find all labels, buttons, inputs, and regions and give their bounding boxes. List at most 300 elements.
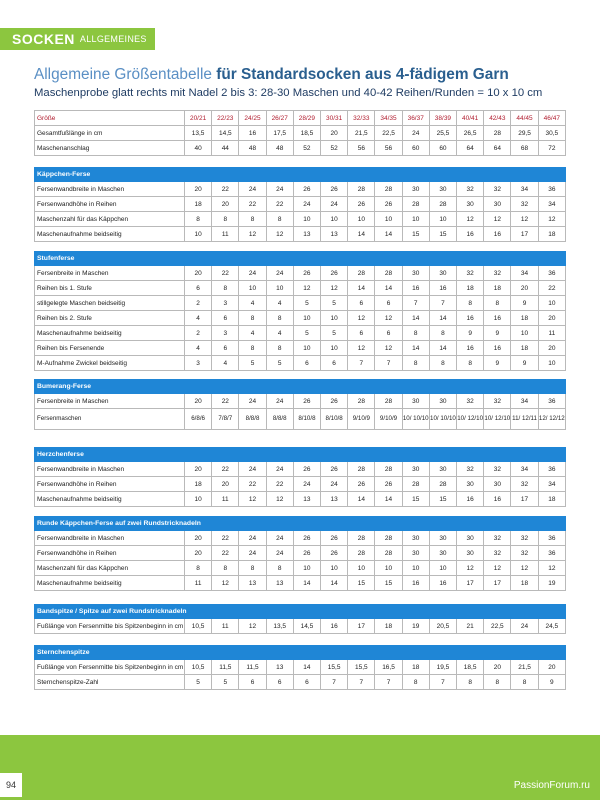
cell-value: 8 [239,341,266,356]
cell-value: 44/45 [511,111,538,126]
cell-value: 10 [375,561,402,576]
cell-value: 26 [293,266,320,281]
cell-value: 10 [266,281,293,296]
table-row [35,326,566,341]
section-header [35,448,566,462]
cell-value: 36 [538,531,565,546]
table-row [35,394,566,409]
cell-value: 8 [484,675,511,690]
cell-value: 30 [484,477,511,492]
cell-value: 12 [239,227,266,242]
cell-value: 28 [375,546,402,561]
cell-value: 20 [185,266,212,281]
cell-value: 7 [375,675,402,690]
cell-value: 60 [429,141,456,156]
cell-value: 24 [402,126,429,141]
cell-value: 32 [484,531,511,546]
cell-value: 28 [348,182,375,197]
cell-value: 6 [348,296,375,311]
cell-value: 48 [239,141,266,156]
cell-value: 32 [457,394,484,409]
cell-value: 11 [185,576,212,591]
cell-value: 52 [293,141,320,156]
table-row [35,266,566,281]
cell-value: 64 [484,141,511,156]
cell-value: 12 [457,212,484,227]
cell-value: 8 [185,561,212,576]
cell-value: 12 [375,341,402,356]
row-label: Fersenwandhöhe in Reihen [35,477,185,492]
cell-value: 10 [185,227,212,242]
cell-value: 10 [348,561,375,576]
cell-value: 11 [212,492,239,507]
cell-value: 16 [457,492,484,507]
cell-value: 18 [185,197,212,212]
cell-value: 16 [402,576,429,591]
cell-value: 6 [266,675,293,690]
cell-value: 2 [185,296,212,311]
cell-value: 8/8/8 [239,409,266,430]
cell-value: 18 [538,227,565,242]
cell-value: 30 [457,477,484,492]
cell-value: 14,5 [293,619,320,634]
cell-value: 60 [402,141,429,156]
cell-value: 14 [348,227,375,242]
cell-value: 16 [484,227,511,242]
cell-value: 3 [212,296,239,311]
cell-value: 10 [402,561,429,576]
cell-value: 10 [321,341,348,356]
cell-value: 30 [484,197,511,212]
cell-value: 36 [538,182,565,197]
cell-value: 9 [457,326,484,341]
cell-value: 10 [429,212,456,227]
cell-value: 10 [511,326,538,341]
cell-value: 24 [239,546,266,561]
cell-value: 26 [321,394,348,409]
cell-value: 12 [239,619,266,634]
cell-value: 13 [321,492,348,507]
cell-value: 24 [266,546,293,561]
cell-value: 28 [348,266,375,281]
table-section [34,167,566,242]
cell-value: 22 [212,462,239,477]
cell-value: 6 [185,281,212,296]
cell-value: 30 [457,197,484,212]
cell-value: 8 [239,212,266,227]
cell-value: 34 [538,477,565,492]
cell-value: 30 [402,266,429,281]
cell-value: 22 [212,546,239,561]
section-title: Bandspitze / Spitze auf zwei Rundstricknadeln [35,605,566,619]
cell-value: 22 [212,266,239,281]
cell-value: 24,5 [538,619,565,634]
row-label: Größe [35,111,185,126]
cell-value: 3 [185,356,212,371]
cell-value: 6 [321,356,348,371]
cell-value: 14 [375,492,402,507]
cell-value: 9 [484,326,511,341]
cell-value: 30 [429,462,456,477]
cell-value: 10 [185,492,212,507]
cell-value: 32 [511,531,538,546]
cell-value: 13 [239,576,266,591]
table-section [34,251,566,371]
cell-value: 8 [266,212,293,227]
cell-value: 17 [511,492,538,507]
cell-value: 30,5 [538,126,565,141]
cell-value: 11 [212,227,239,242]
cell-value: 44 [212,141,239,156]
cell-value: 20 [212,477,239,492]
cell-value: 56 [375,141,402,156]
cell-value: 16 [239,126,266,141]
cell-value: 19 [538,576,565,591]
section-header [35,517,566,531]
cell-value: 11,5 [239,660,266,675]
cell-value: 21,5 [348,126,375,141]
cell-value: 24 [266,266,293,281]
footer-band [0,735,600,800]
cell-value: 29,5 [511,126,538,141]
cell-value: 28/29 [293,111,320,126]
cell-value: 32 [511,477,538,492]
cell-value: 8 [185,212,212,227]
cell-value: 7 [348,675,375,690]
cell-value: 12 [348,311,375,326]
cell-value: 16 [484,311,511,326]
cell-value: 20 [185,546,212,561]
cell-value: 18 [511,311,538,326]
cell-value: 24 [266,462,293,477]
cell-value: 24 [266,394,293,409]
cell-value: 17 [457,576,484,591]
cell-value: 14 [429,341,456,356]
cell-value: 36 [538,394,565,409]
cell-value: 18 [484,281,511,296]
cell-value: 16 [429,281,456,296]
cell-value: 4 [239,326,266,341]
row-label: Maschenaufnahme beidseitig [35,492,185,507]
cell-value: 20 [538,660,565,675]
cell-value: 26 [375,197,402,212]
cell-value: 15 [348,576,375,591]
row-label: Maschenzahl für das Käppchen [35,212,185,227]
cell-value: 17,5 [266,126,293,141]
cell-value: 5 [212,675,239,690]
table-row [35,409,566,430]
cell-value: 4 [266,296,293,311]
cell-value: 9 [538,675,565,690]
cell-value: 6 [348,326,375,341]
cell-value: 11/ 12/11 [511,409,538,430]
cell-value: 8/8/8 [266,409,293,430]
cell-value: 28 [375,266,402,281]
cell-value: 4 [239,296,266,311]
cell-value: 20/21 [185,111,212,126]
row-label: Maschenzahl für das Käppchen [35,561,185,576]
cell-value: 16 [402,281,429,296]
cell-value: 10 [321,311,348,326]
cell-value: 12 [239,492,266,507]
cell-value: 21,5 [511,660,538,675]
cell-value: 20 [321,126,348,141]
cell-value: 10 [293,311,320,326]
cell-value: 5 [239,356,266,371]
cell-value: 22 [212,531,239,546]
cell-value: 10 [293,341,320,356]
cell-value: 20 [212,197,239,212]
cell-value: 8 [239,311,266,326]
cell-value: 8 [402,326,429,341]
cell-value: 14 [348,492,375,507]
cell-value: 10/ 10/10 [402,409,429,430]
cell-value: 20 [538,341,565,356]
cell-value: 25,5 [429,126,456,141]
table-row [35,281,566,296]
cell-value: 16 [457,311,484,326]
table-section [34,447,566,507]
cell-value: 5 [321,326,348,341]
cell-value: 10 [321,212,348,227]
cell-value: 16 [429,576,456,591]
cell-value: 22 [212,394,239,409]
cell-value: 10,5 [185,660,212,675]
table-row [35,141,566,156]
cell-value: 5 [185,675,212,690]
cell-value: 34/35 [375,111,402,126]
cell-value: 7 [429,296,456,311]
section-header [35,252,566,266]
cell-value: 17 [484,576,511,591]
row-label: Fußlänge von Fersenmitte bis Spitzenbeginn in cm [35,660,185,675]
cell-value: 24/25 [239,111,266,126]
cell-value: 7 [321,675,348,690]
row-label: M-Aufnahme Zwickel beidseitig [35,356,185,371]
cell-value: 28 [402,197,429,212]
cell-value: 9 [511,356,538,371]
cell-value: 12 [511,212,538,227]
table-row [35,546,566,561]
cell-value: 9 [484,356,511,371]
cell-value: 8 [266,561,293,576]
section-title: Stufenferse [35,252,566,266]
cell-value: 8 [212,212,239,227]
row-label: Reihen bis Fersenende [35,341,185,356]
cell-value: 36 [538,462,565,477]
cell-value: 20 [185,531,212,546]
row-label: Maschenaufnahme beidseitig [35,227,185,242]
cell-value: 32 [484,462,511,477]
cell-value: 6/8/6 [185,409,212,430]
row-label: Maschenanschlag [35,141,185,156]
cell-value: 6 [293,356,320,371]
row-label: Gesamtfußlänge in cm [35,126,185,141]
cell-value: 10/ 10/10 [429,409,456,430]
cell-value: 7 [348,356,375,371]
cell-value: 42/43 [484,111,511,126]
cell-value: 22 [239,197,266,212]
cell-value: 30 [429,266,456,281]
cell-value: 72 [538,141,565,156]
cell-value: 16 [321,619,348,634]
cell-value: 30/31 [321,111,348,126]
cell-value: 14 [321,576,348,591]
section-tag [0,28,155,50]
cell-value: 30 [402,394,429,409]
cell-value: 18 [402,660,429,675]
cell-value: 22 [212,182,239,197]
row-label: Fersenwandbreite in Maschen [35,531,185,546]
cell-value: 12 [266,227,293,242]
cell-value: 19,5 [429,660,456,675]
cell-value: 28 [375,462,402,477]
cell-value: 13,5 [185,126,212,141]
cell-value: 30 [402,182,429,197]
section-title: Herzchenferse [35,448,566,462]
cell-value: 10/ 12/10 [457,409,484,430]
cell-value: 8 [266,341,293,356]
cell-value: 28 [402,477,429,492]
cell-value: 6 [375,296,402,311]
table-section [34,645,566,690]
cell-value: 8 [212,561,239,576]
row-label: Reihen bis 2. Stufe [35,311,185,326]
page-title-bold: für Standardsocken aus 4-fädigem Garn [216,66,509,83]
cell-value: 24 [321,197,348,212]
cell-value: 12 [293,281,320,296]
cell-value: 18 [511,576,538,591]
cell-value: 68 [511,141,538,156]
table-row [35,197,566,212]
cell-value: 28 [429,197,456,212]
cell-value: 17 [348,619,375,634]
cell-value: 12 [511,561,538,576]
cell-value: 36/37 [402,111,429,126]
cell-value: 16 [457,341,484,356]
cell-value: 24 [239,462,266,477]
cell-value: 18 [457,281,484,296]
cell-value: 15 [402,492,429,507]
section-title: Bumerang-Ferse [35,380,566,394]
cell-value: 30 [429,546,456,561]
cell-value: 9/10/9 [375,409,402,430]
cell-value: 7/8/7 [212,409,239,430]
table-row [35,126,566,141]
cell-value: 24 [239,394,266,409]
cell-value: 12 [212,576,239,591]
cell-value: 8 [429,356,456,371]
row-label: Fersenbreite in Maschen [35,394,185,409]
cell-value: 14,5 [212,126,239,141]
cell-value: 4 [212,356,239,371]
table-row [35,576,566,591]
cell-value: 32 [457,182,484,197]
table-section [34,604,566,634]
row-label: Fersenwandhöhe in Reihen [35,197,185,212]
cell-value: 14 [402,311,429,326]
cell-value: 6 [212,311,239,326]
cell-value: 8/10/8 [321,409,348,430]
cell-value: 8 [457,356,484,371]
cell-value: 11,5 [212,660,239,675]
cell-value: 28 [375,182,402,197]
cell-value: 24 [239,182,266,197]
cell-value: 24 [511,619,538,634]
cell-value: 32 [457,462,484,477]
cell-value: 5 [293,326,320,341]
cell-value: 16 [484,341,511,356]
table-section [34,516,566,591]
subsection-title: ALLGEMEINES [79,34,147,44]
cell-value: 9/10/9 [348,409,375,430]
cell-value: 26 [321,266,348,281]
cell-value: 10 [375,212,402,227]
cell-value: 13 [321,227,348,242]
cell-value: 13 [293,492,320,507]
cell-value: 8 [457,675,484,690]
cell-value: 12 [484,212,511,227]
cell-value: 26 [293,546,320,561]
cell-value: 24 [239,531,266,546]
cell-value: 28 [348,546,375,561]
cell-value: 15 [402,227,429,242]
cell-value: 4 [185,341,212,356]
row-label: Fersenwandbreite in Maschen [35,462,185,477]
cell-value: 34 [538,197,565,212]
cell-value: 30 [402,531,429,546]
row-label: Fersenbreite in Maschen [35,266,185,281]
cell-value: 36 [538,266,565,281]
cell-value: 14 [348,281,375,296]
cell-value: 14 [293,660,320,675]
cell-value: 26 [375,477,402,492]
cell-value: 14 [402,341,429,356]
cell-value: 36 [538,546,565,561]
cell-value: 26,5 [457,126,484,141]
cell-value: 6 [293,675,320,690]
section-title: Käppchen-Ferse [35,168,566,182]
cell-value: 20 [185,182,212,197]
cell-value: 13 [266,660,293,675]
cell-value: 26 [321,546,348,561]
cell-value: 12 [321,281,348,296]
cell-value: 11 [212,619,239,634]
cell-value: 30 [429,394,456,409]
cell-value: 8 [429,326,456,341]
cell-value: 4 [266,326,293,341]
cell-value: 8 [457,296,484,311]
section-title: SOCKEN [12,31,75,47]
cell-value: 28 [348,394,375,409]
cell-value: 20 [511,281,538,296]
cell-value: 32 [484,266,511,281]
table-row [35,477,566,492]
cell-value: 32 [484,182,511,197]
cell-value: 40/41 [457,111,484,126]
cell-value: 22,5 [484,619,511,634]
cell-value: 24 [239,266,266,281]
cell-value: 21 [457,619,484,634]
cell-value: 11 [538,326,565,341]
cell-value: 32 [457,266,484,281]
table-row [35,341,566,356]
row-label: Reihen bis 1. Stufe [35,281,185,296]
cell-value: 20 [484,660,511,675]
table-row [35,531,566,546]
row-label: stillgelegte Maschen beidseitig [35,296,185,311]
cell-value: 12 [375,311,402,326]
